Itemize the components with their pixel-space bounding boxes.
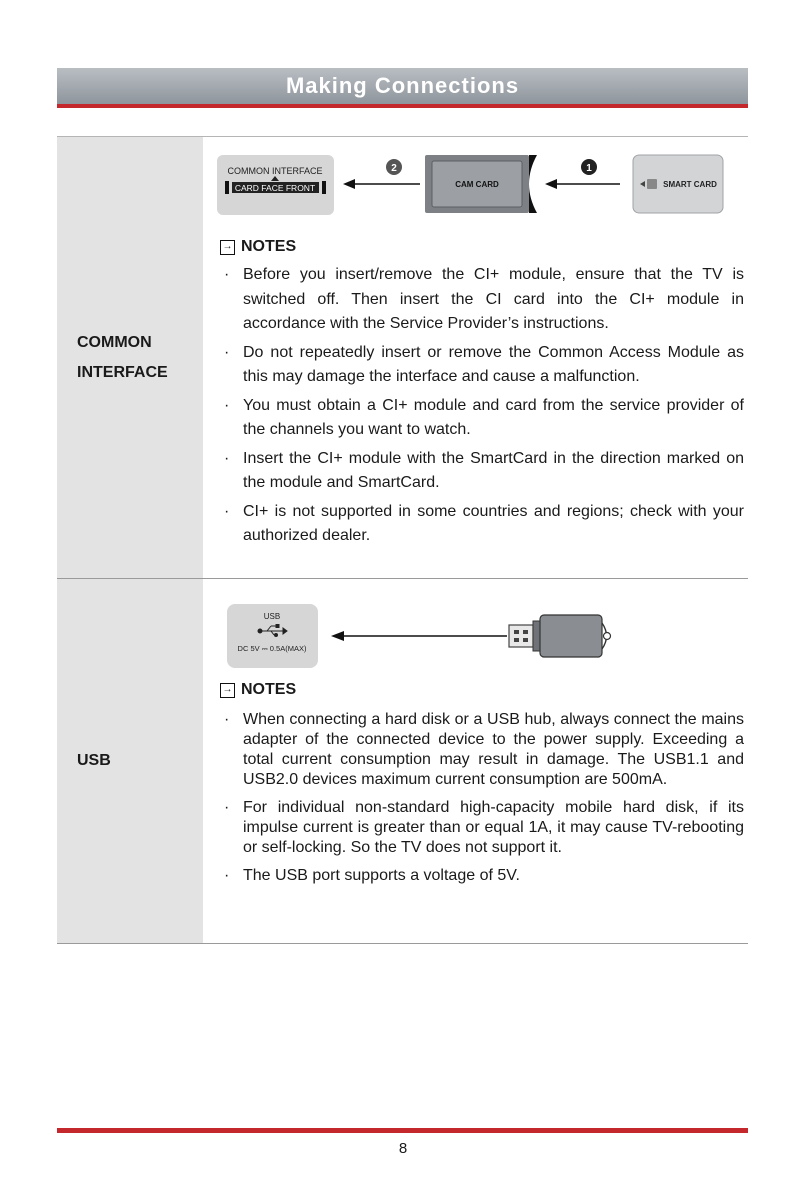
common-interface-row xyxy=(57,137,748,579)
arrow-to-cam-icon xyxy=(545,179,557,189)
list-item: · The USB port supports a voltage of 5V. xyxy=(224,867,520,884)
usb-rating-label: DC 5V ⎓ 0.5A(MAX) xyxy=(237,644,307,653)
common-interface-label: COMMON INTERFACE xyxy=(77,333,168,381)
common-interface-content xyxy=(203,137,748,578)
svg-text:2: 2 xyxy=(391,163,397,174)
svg-text:1: 1 xyxy=(586,163,592,174)
ci-slot-title: COMMON INTERFACE xyxy=(227,166,323,176)
arrow-to-usb-port-icon xyxy=(331,631,344,641)
ci-notes-heading: → NOTES xyxy=(220,238,296,256)
usb-port-label: USB xyxy=(263,612,281,621)
usb-label-cell xyxy=(57,579,203,943)
section-header-bar xyxy=(57,68,748,108)
connections-table xyxy=(57,136,748,944)
notes-arrow-icon: → xyxy=(220,683,235,698)
usb-content xyxy=(203,579,748,943)
usb-flash-drive xyxy=(509,615,611,657)
ci-card-insertion-diagram xyxy=(215,151,750,219)
list-item: · Before you insert/remove the CI+ module, ensure that the TV is switched off. Then insert the CI card into the CI+ module in accordance with the Service Provider’s instructions. xyxy=(224,266,744,332)
smart-card-label: SMART CARD xyxy=(663,180,717,189)
ci-slot-subtitle: CARD FACE FRONT xyxy=(234,183,316,193)
page-title: Making Connections xyxy=(285,73,520,98)
usb-label: USB xyxy=(77,752,111,769)
usb-row xyxy=(57,579,748,944)
usb-notes-heading: → NOTES xyxy=(220,681,296,699)
list-item: · CI+ is not supported in some countries and regions; check with your authorized dealer. xyxy=(224,502,744,544)
footer-divider xyxy=(57,1128,748,1133)
notes-arrow-icon: → xyxy=(220,240,235,255)
list-item: · When connecting a hard disk or a USB hub, always connect the mains adapter of the connected device to the power supply. Exceeding a total current consumption may result in damage. The USB1.1 and USB2.0 devices maximum current consumption are 500mA. xyxy=(224,711,744,788)
list-item: · Insert the CI+ module with the SmartCard in the direction marked on the module and SmartCard. xyxy=(224,449,744,491)
list-item: · For individual non-standard high-capacity mobile hard disk, if its impulse current is greater than or equal 1A, it may cause TV-rebooting or self-locking. So the TV does not support it. xyxy=(224,799,744,856)
cam-card-label: CAM CARD xyxy=(455,180,499,189)
smart-card-chip-icon xyxy=(647,179,657,189)
arrow-to-slot-icon xyxy=(343,179,355,189)
list-item: · Do not repeatedly insert or remove the Common Access Module as this may damage the interface and cause a malfunction. xyxy=(224,343,744,385)
page-number: 8 xyxy=(398,1140,408,1157)
list-item: · You must obtain a CI+ module and card from the service provider of the channels you want to watch. xyxy=(224,396,744,438)
usb-connection-diagram xyxy=(225,601,615,671)
usb-notes-list xyxy=(220,710,744,894)
ci-notes-list xyxy=(220,263,744,553)
common-interface-label-cell xyxy=(57,137,203,578)
smart-card-slot-icon xyxy=(529,155,537,213)
